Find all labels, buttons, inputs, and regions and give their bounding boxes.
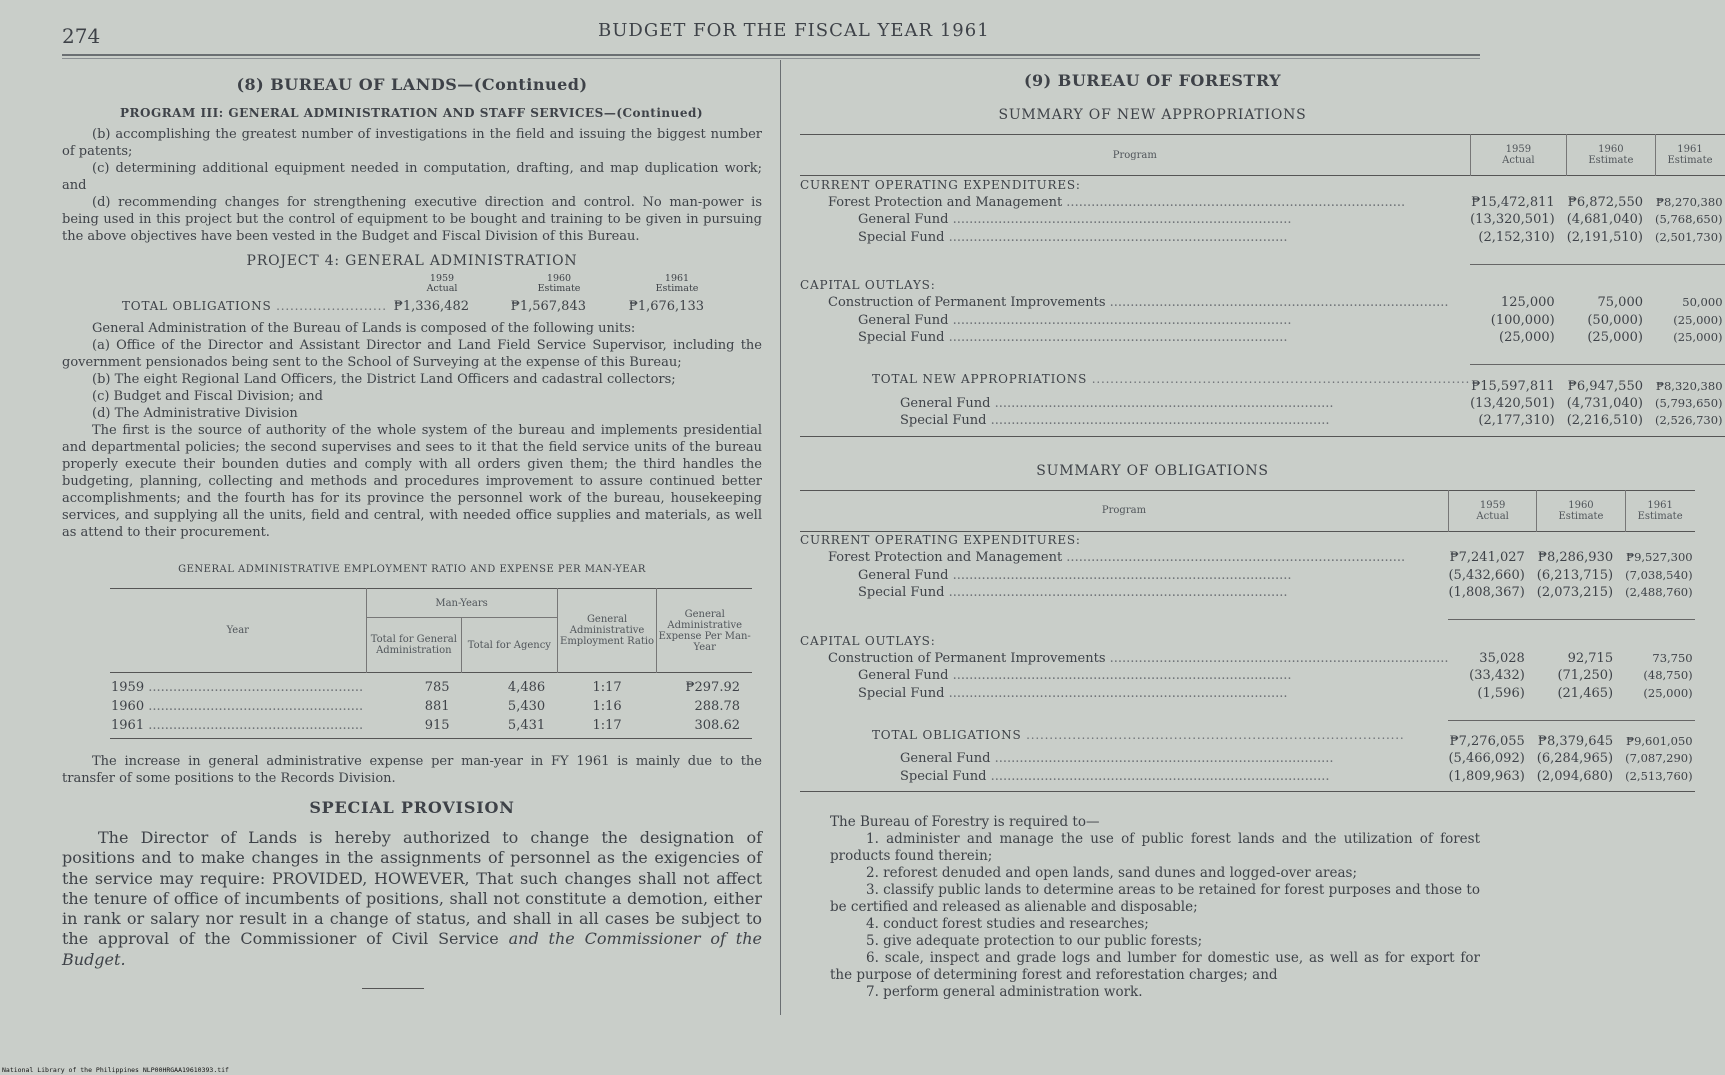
appropriations-title: SUMMARY OF NEW APPROPRIATIONS <box>998 107 1307 123</box>
value-cell: 50,000 <box>1682 295 1723 310</box>
row-ratio: 1:17 <box>592 680 622 695</box>
table-row <box>800 720 1695 750</box>
leader-dots: .................................................................................. <box>944 685 1288 701</box>
obligations-table <box>800 490 1695 793</box>
row-label-cell <box>800 312 1470 330</box>
leader-dots: .................................................................................. <box>948 312 1292 328</box>
col-label: Estimate <box>1637 510 1683 522</box>
value-cell <box>1655 264 1725 294</box>
value-cell: (2,191,510) <box>1566 229 1643 245</box>
leader-dots: .................................................................................. <box>1062 550 1406 566</box>
spacer-cell <box>800 347 1470 365</box>
special-provision-main: The Director of Lands is hereby authorized to change the designation of positions and to make changes in the assignments of personnel as the exigencies of the service may require: PROVIDED, HOWEVER, That such changes shall not affect the tenure of office of incumbents of positions, shall not constitute a demotion, either in rank or salary nor result in a change of status, and shall in all cases be subject to the approval of the Commissioner of Civil Service <box>62 828 762 949</box>
row-ga: 915 <box>424 718 450 733</box>
row-agency: 4,486 <box>507 680 546 695</box>
row-label: CAPITAL OUTLAYS: <box>800 633 936 648</box>
row-agency: 5,431 <box>507 718 546 733</box>
intro-item: (c) determining additional equipment needed in computation, drafting, and map duplication work; and <box>62 161 762 193</box>
rule-cell <box>1470 347 1567 365</box>
total-obligations-text: TOTAL OBLIGATIONS <box>122 299 272 313</box>
row-label: CURRENT OPERATING EXPENDITURES: <box>800 533 1081 547</box>
table-row <box>800 176 1725 194</box>
value-cell: ₱7,276,055 <box>1449 734 1525 749</box>
value-cell <box>1537 531 1625 549</box>
row-label: TOTAL NEW APPROPRIATIONS <box>872 372 1088 386</box>
row-label: General Fund <box>858 212 949 228</box>
col-1960-head <box>1567 135 1655 176</box>
row-label: Special Fund <box>858 229 945 245</box>
value-cell: (2,073,215) <box>1536 585 1614 601</box>
row-label-cell <box>800 329 1470 347</box>
row-agency: 5,430 <box>507 699 546 714</box>
table-row <box>800 264 1725 294</box>
value-cell: (100,000) <box>1490 312 1555 328</box>
col-year: 1959 <box>1479 499 1506 511</box>
table-row <box>800 229 1725 247</box>
table-row <box>800 549 1695 567</box>
value-cell: (1,808,367) <box>1448 585 1525 601</box>
col-1959-head <box>1470 135 1567 176</box>
leader-dots: .................................................................................. <box>1062 194 1406 210</box>
row-label-cell <box>800 750 1448 768</box>
table-row <box>800 768 1695 786</box>
row-label: General Fund <box>858 668 949 684</box>
requirements-lead: The Bureau of Forestry is required to— <box>830 814 1100 830</box>
project-col-head <box>642 274 712 294</box>
obligations-title: SUMMARY OF OBLIGATIONS <box>1036 462 1269 479</box>
ratio-table-caption: GENERAL ADMINISTRATIVE EMPLOYMENT RATIO AND EXPENSE PER MAN-YEAR <box>178 564 646 575</box>
value-cell: (13,320,501) <box>1470 212 1555 228</box>
col-1960-head <box>1537 490 1625 531</box>
row-label: General Fund <box>858 567 949 583</box>
rule-cell <box>1470 246 1567 264</box>
value-cell: (2,526,730) <box>1655 413 1723 428</box>
value-cell: (48,750) <box>1643 668 1693 683</box>
value-cell: ₱8,379,645 <box>1537 734 1614 749</box>
header-rule <box>62 54 1480 56</box>
appropriations-header-row <box>800 135 1725 176</box>
row-label: Special Fund <box>858 330 945 346</box>
row-label-cell <box>800 395 1470 413</box>
requirement-item: 3. classify public lands to determine areas to be retained for forest purposes and those to be certified and released as alienable and disposable; <box>830 882 1480 915</box>
table-row <box>800 531 1695 549</box>
value-cell: (5,466,092) <box>1448 751 1525 767</box>
col-label: Estimate <box>537 283 581 294</box>
ratio-table <box>110 588 752 739</box>
value-cell: (25,000) <box>1499 330 1555 346</box>
total-obligations-1959: ₱1,336,482 <box>393 299 469 314</box>
table-row <box>110 716 752 739</box>
total-obligations-label <box>122 298 387 315</box>
rule-cell <box>1655 246 1725 264</box>
leader-dots: .................................................... <box>144 699 364 714</box>
table-row <box>800 365 1725 395</box>
total-obligations-1960: ₱1,567,843 <box>510 299 586 314</box>
row-ratio: 1:16 <box>592 699 622 714</box>
row-label-cell <box>800 768 1448 786</box>
leader-dots: .................................................... <box>144 680 364 695</box>
row-label-cell <box>800 531 1448 549</box>
value-cell: (2,094,680) <box>1536 768 1614 784</box>
value-cell: ₱9,527,300 <box>1625 550 1693 565</box>
rule-cell <box>1567 246 1655 264</box>
column-divider <box>780 60 781 1015</box>
table-row <box>800 329 1725 347</box>
col-year-head: Year <box>226 625 249 636</box>
row-label-cell <box>800 176 1470 194</box>
leader-dots: .................................................................................. <box>990 751 1334 767</box>
special-provision-text <box>62 828 762 970</box>
requirement-item: 5. give adequate protection to our public forests; <box>866 933 1203 949</box>
requirement-item: 4. conduct forest studies and researches; <box>866 916 1149 932</box>
value-cell: (33,432) <box>1469 668 1525 684</box>
unit-item: (d) The Administrative Division <box>92 406 298 421</box>
col-label: Actual <box>1476 510 1509 522</box>
ratio-header-row <box>110 589 752 618</box>
value-cell: ₱6,947,550 <box>1567 378 1643 394</box>
value-cell: (50,000) <box>1587 312 1643 328</box>
row-label: Special Fund <box>858 585 945 601</box>
row-label-cell <box>800 720 1448 750</box>
value-cell: (1,809,963) <box>1448 768 1525 784</box>
subtotal-rule-row <box>800 702 1695 720</box>
unit-item: (c) Budget and Fiscal Division; and <box>92 389 323 404</box>
row-label: General Fund <box>900 751 991 767</box>
value-cell: ₱15,472,811 <box>1471 194 1555 210</box>
value-cell <box>1470 176 1567 194</box>
leader-dots: .................................................................................. <box>1105 295 1449 311</box>
value-cell: 125,000 <box>1500 295 1555 311</box>
row-ga: 881 <box>424 699 450 714</box>
value-cell <box>1625 531 1695 549</box>
row-ga: 785 <box>424 680 450 695</box>
col-label: Estimate <box>1588 155 1634 166</box>
composition-lead: General Administration of the Bureau of Lands is composed of the following units: <box>92 321 636 336</box>
row-label: CURRENT OPERATING EXPENDITURES: <box>800 177 1081 192</box>
page-header <box>0 18 1500 48</box>
row-label-cell <box>800 264 1470 294</box>
value-cell: (71,250) <box>1557 668 1614 684</box>
row-label-cell <box>800 294 1470 312</box>
col-year: 1959 <box>429 273 455 284</box>
value-cell: (4,731,040) <box>1566 395 1643 411</box>
row-year: 1960 <box>111 699 145 714</box>
value-cell <box>1567 176 1655 194</box>
col-label: Actual <box>1502 155 1535 166</box>
table-row <box>800 667 1695 685</box>
rule-cell <box>1448 602 1536 620</box>
section-title-lands: (8) BUREAU OF LANDS—(Continued) <box>236 75 588 94</box>
col-1961-head <box>1655 135 1725 176</box>
leader-dots: .................................................................................. <box>986 413 1330 429</box>
value-cell: (5,432,660) <box>1448 567 1525 583</box>
leader-dots: .................................................................................. <box>986 768 1330 784</box>
row-expense: 288.78 <box>694 699 740 714</box>
running-title: BUDGET FOR THE FISCAL YEAR 1961 <box>598 20 990 41</box>
end-rule-cell <box>800 430 1725 437</box>
spacer-cell <box>800 246 1470 264</box>
project-col-head <box>407 274 477 294</box>
table-row <box>800 194 1725 212</box>
table-row <box>800 685 1695 703</box>
requirement-item: 6. scale, inspect and grade logs and lumber for domestic use, as well as for export for the purpose of determining forest and reforestation charges; and <box>830 950 1480 983</box>
value-cell <box>1448 620 1536 650</box>
leader-dots: .................................................................................. <box>1021 727 1405 742</box>
row-label-cell <box>800 412 1470 430</box>
units-block <box>62 320 762 422</box>
subtotal-rule-row <box>800 347 1725 365</box>
value-cell: (2,488,760) <box>1625 585 1693 600</box>
row-label-cell <box>800 549 1448 567</box>
subtotal-rule-row <box>800 246 1725 264</box>
value-cell: (13,420,501) <box>1470 395 1555 411</box>
row-year: 1959 <box>111 680 145 695</box>
value-cell: (2,501,730) <box>1655 229 1723 244</box>
value-cell: (6,284,965) <box>1536 751 1614 767</box>
spacer-cell <box>800 602 1448 620</box>
special-provision-italic: and the Commissioner of the Budget. <box>62 929 762 969</box>
subtotal-rule-row <box>800 602 1695 620</box>
page-number: 274 <box>62 24 101 48</box>
row-ratio: 1:17 <box>592 718 622 733</box>
right-column <box>800 60 1723 1001</box>
value-cell: (4,681,040) <box>1566 212 1643 228</box>
increase-note: The increase in general administrative expense per man-year in FY 1961 is mainly due to the transfer of some positions to the Records Division. <box>62 754 762 786</box>
value-cell <box>1655 176 1725 194</box>
table-row <box>800 294 1725 312</box>
value-cell <box>1537 620 1625 650</box>
table-row <box>800 620 1695 650</box>
value-cell <box>1567 264 1655 294</box>
col-year: 1960 <box>546 273 572 284</box>
row-label: Forest Protection and Management <box>828 194 1063 210</box>
section-title-forestry: (9) BUREAU OF FORESTRY <box>1023 71 1282 90</box>
value-cell: 92,715 <box>1567 650 1614 666</box>
row-label: Special Fund <box>900 413 987 429</box>
leader-dots: .................................................................................. <box>948 567 1292 583</box>
leader-dots: .................................................................................. <box>944 229 1288 245</box>
unit-item: (a) Office of the Director and Assistant Director and Land Field Service Supervisor, including the government pensionados being sent to the School of Surveying at the expense of this Bureau; <box>62 338 762 370</box>
end-rule-cell <box>800 785 1695 792</box>
row-year-cell <box>110 697 366 716</box>
col-expense-head: General Administrative Expense Per Man-Year <box>657 589 752 673</box>
obligations-body <box>800 531 1695 792</box>
table-row <box>800 650 1695 668</box>
value-cell: ₱15,597,811 <box>1471 378 1555 394</box>
col-year: 1961 <box>1677 144 1703 155</box>
row-label: Construction of Permanent Improvements <box>828 295 1106 311</box>
rule-cell <box>1625 702 1695 720</box>
value-cell: (25,000) <box>1587 330 1643 346</box>
leader-dots: ........................ <box>276 299 387 313</box>
row-year-cell <box>110 716 366 739</box>
intro-item: (b) accomplishing the greatest number of investigations in the field and issuing the biggest number of patents; <box>62 127 762 159</box>
table-end-rule <box>800 785 1695 792</box>
col-ratio-head: General Administrative Employment Ratio <box>557 589 657 673</box>
value-cell: (25,000) <box>1673 312 1723 327</box>
col-program-head: Program <box>1101 505 1147 516</box>
value-cell: (1,596) <box>1477 685 1525 701</box>
row-label: General Fund <box>900 395 991 411</box>
project-title: PROJECT 4: GENERAL ADMINISTRATION <box>246 253 578 269</box>
unit-item: (b) The eight Regional Land Officers, the District Land Officers and cadastral collectors; <box>92 372 676 387</box>
rule-cell <box>1625 602 1695 620</box>
table-row <box>110 673 752 698</box>
row-expense: ₱297.92 <box>685 680 740 695</box>
table-row <box>800 412 1725 430</box>
col-total-agency-head: Total for Agency <box>462 618 558 673</box>
value-cell: ₱9,601,050 <box>1625 734 1693 748</box>
row-label-cell <box>800 667 1448 685</box>
value-cell: 35,028 <box>1479 650 1525 666</box>
program-title: PROGRAM III: GENERAL ADMINISTRATION AND STAFF SERVICES—(Continued) <box>120 106 704 120</box>
left-column <box>62 60 762 989</box>
row-label-cell <box>800 685 1448 703</box>
value-cell: (7,038,540) <box>1625 567 1693 582</box>
spacer-cell <box>800 702 1448 720</box>
leader-dots: .................................................................................. <box>944 585 1288 601</box>
row-label-cell <box>800 194 1470 212</box>
special-provision-title: SPECIAL PROVISION <box>309 798 515 817</box>
col-label: Estimate <box>1667 155 1713 166</box>
row-label-cell <box>800 620 1448 650</box>
archive-footnote: National Library of the Philippines NLP00HRGAA19610393.tif <box>2 1066 229 1074</box>
value-cell: (5,768,650) <box>1655 212 1723 227</box>
rule-cell <box>1448 702 1536 720</box>
value-cell: 75,000 <box>1597 295 1643 311</box>
value-cell: (25,000) <box>1673 330 1723 345</box>
col-total-ga-head: Total for General Administration <box>366 618 462 673</box>
leader-dots: .................................................................................. <box>948 212 1292 228</box>
value-cell: (25,000) <box>1643 685 1693 700</box>
requirement-item: 1. administer and manage the use of public forest lands and the utilization of forest products found therein; <box>830 831 1480 864</box>
row-year: 1961 <box>111 718 145 733</box>
value-cell <box>1625 620 1695 650</box>
requirements-list <box>830 831 1480 1001</box>
rule-cell <box>1537 602 1625 620</box>
appropriations-table <box>800 134 1725 437</box>
col-year: 1961 <box>664 273 690 284</box>
functions-paragraph: The first is the source of authority of the whole system of the bureau and implements presidential and departmental policies; the second supervises and sees to it that the field service units of the bureau properly execute their bounden duties and comply with all orders given them; the third handles the budgeting, planning, collecting and methods and procedures improvement to assure continued better accomplishments; and the fourth has for its province the personnel work of the bureau, housekeeping services, and supplying all the units, field and central, with needed office supplies and materials, as well as attend to their procurement. <box>62 423 762 540</box>
table-row <box>110 697 752 716</box>
requirement-item: 7. perform general administration work. <box>866 984 1143 1000</box>
col-label: Estimate <box>655 283 699 294</box>
rule-cell <box>1567 347 1655 365</box>
row-label: Special Fund <box>900 768 987 784</box>
value-cell: ₱8,286,930 <box>1537 550 1614 566</box>
table-row <box>800 584 1695 602</box>
col-year: 1961 <box>1647 499 1673 511</box>
rule-cell <box>1537 702 1625 720</box>
row-label-cell <box>800 584 1448 602</box>
col-label: Actual <box>426 283 458 294</box>
value-cell: 73,750 <box>1652 650 1693 665</box>
value-cell: (6,213,715) <box>1536 567 1614 583</box>
rule-cell <box>1655 347 1725 365</box>
value-cell: (2,177,310) <box>1478 413 1555 429</box>
col-year: 1960 <box>1568 499 1594 511</box>
intro-item: (d) recommending changes for strengthening executive direction and control. No man-power is being used in this project but the control of equipment to be bought and training to be given in pursuing the above objectives have been vested in the Budget and Fiscal Division of this Bureau. <box>62 195 762 244</box>
value-cell: ₱6,872,550 <box>1567 194 1643 210</box>
obligations-header-row <box>800 490 1695 531</box>
table-row <box>800 750 1695 768</box>
row-expense: 308.62 <box>694 718 740 733</box>
col-year: 1960 <box>1598 144 1624 155</box>
intro-items <box>62 126 762 245</box>
leader-dots: .................................................................................. <box>1105 650 1449 666</box>
row-label: Special Fund <box>858 685 945 701</box>
value-cell: (5,793,650) <box>1655 395 1723 410</box>
col-man-years-head: Man-Years <box>366 589 557 618</box>
requirement-item: 2. reforest denuded and open lands, sand dunes and logged-over areas; <box>866 865 1357 881</box>
table-row <box>800 395 1725 413</box>
header-rule-thin <box>62 58 1480 59</box>
value-cell: (21,465) <box>1557 685 1614 701</box>
value-cell <box>1470 264 1567 294</box>
appropriations-body <box>800 176 1725 437</box>
table-row <box>800 211 1725 229</box>
project-obligations <box>62 274 762 314</box>
value-cell: ₱8,270,380 <box>1655 194 1723 209</box>
col-label: Estimate <box>1558 510 1604 522</box>
row-label-cell <box>800 229 1470 247</box>
col-1961-head <box>1625 490 1695 531</box>
col-1959-head <box>1448 490 1536 531</box>
requirements-block <box>800 814 1480 1001</box>
value-cell: ₱8,320,380 <box>1655 378 1723 393</box>
value-cell <box>1448 531 1536 549</box>
table-row <box>800 312 1725 330</box>
total-obligations-1961: ₱1,676,133 <box>628 299 704 314</box>
value-cell: (7,087,290) <box>1625 751 1693 766</box>
leader-dots: .................................................................................. <box>948 668 1292 684</box>
value-cell: (2,216,510) <box>1566 413 1643 429</box>
row-label: TOTAL OBLIGATIONS <box>872 727 1022 742</box>
table-row <box>800 567 1695 585</box>
row-label: General Fund <box>858 312 949 328</box>
leader-dots: .................................................................................. <box>990 395 1334 411</box>
row-label-cell <box>800 211 1470 229</box>
leader-dots: .................................................... <box>144 718 364 733</box>
row-label-cell <box>800 650 1448 668</box>
table-end-rule <box>800 430 1725 437</box>
row-label-cell <box>800 365 1470 395</box>
row-year-cell <box>110 673 366 698</box>
row-label-cell <box>800 567 1448 585</box>
value-cell: (2,513,760) <box>1625 768 1693 783</box>
leader-dots: .................................................................................. <box>944 330 1288 346</box>
col-program-head: Program <box>1112 149 1157 161</box>
col-year: 1959 <box>1505 144 1532 155</box>
closing-rule <box>362 988 424 989</box>
row-label: Forest Protection and Management <box>828 550 1063 566</box>
project-col-head <box>524 274 594 294</box>
row-label: Construction of Permanent Improvements <box>828 650 1106 666</box>
value-cell: ₱7,241,027 <box>1449 550 1525 566</box>
row-label: CAPITAL OUTLAYS: <box>800 278 936 292</box>
value-cell: (2,152,310) <box>1478 229 1555 245</box>
leader-dots: .................................................................................. <box>1087 372 1471 386</box>
